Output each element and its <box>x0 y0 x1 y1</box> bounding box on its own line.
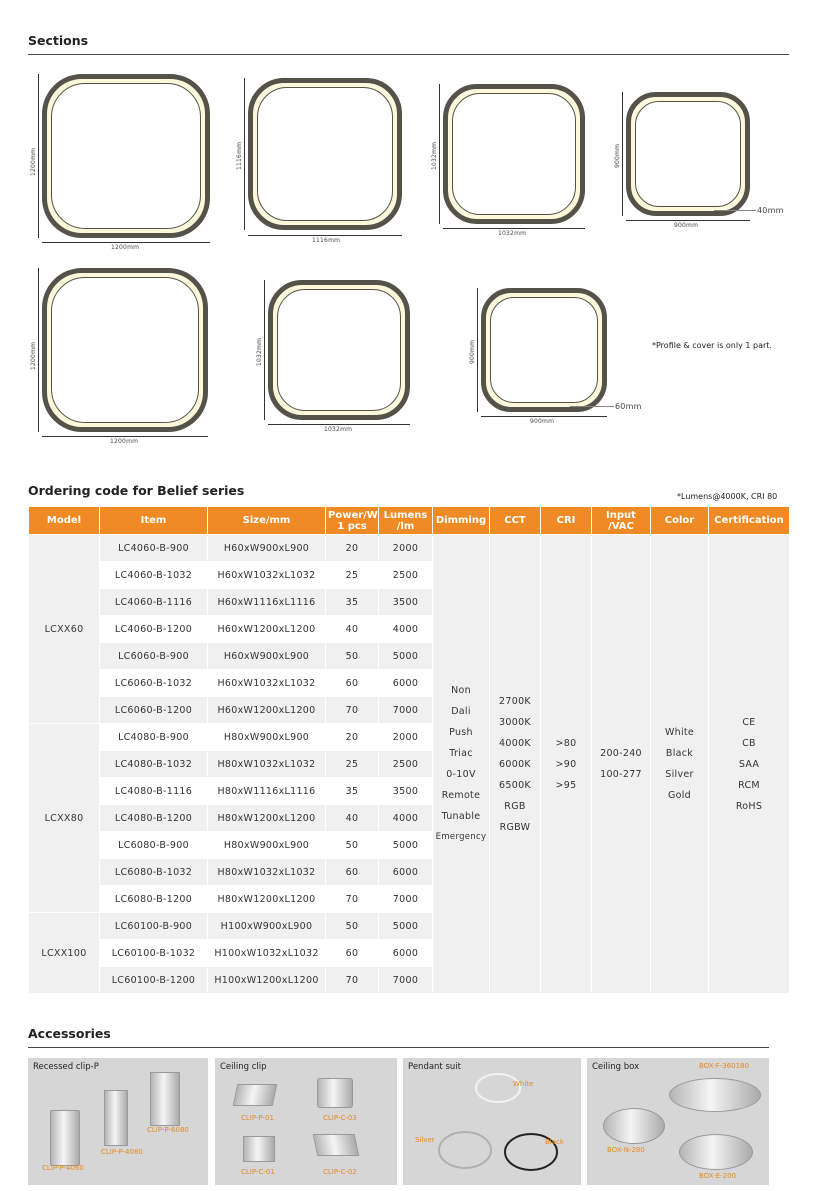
profile-width-label: 40mm <box>757 206 784 215</box>
cri-cell <box>541 535 592 994</box>
item-cell: LC6060-B-900 <box>100 643 208 670</box>
section-ring-1116 <box>248 78 402 230</box>
accessory-tag: Black <box>545 1138 564 1146</box>
accessory-label: Recessed clip-P <box>33 1062 99 1072</box>
header-size: Size/mm <box>208 507 326 535</box>
ring-width-label: 1200mm <box>110 438 139 445</box>
lumens-cell: 2000 <box>379 724 433 751</box>
item-cell: LC4080-B-1200 <box>100 805 208 832</box>
dimming-cell-value: Non <box>451 685 471 696</box>
cct-cell-value: 4000K <box>499 737 531 749</box>
item-cell: LC4060-B-900 <box>100 535 208 562</box>
certification-cell-value: RoHS <box>735 800 763 812</box>
cct-cell <box>490 535 541 994</box>
dimming-cell-value: 0-10V <box>446 769 476 780</box>
ring-height-label: 1116mm <box>236 141 243 170</box>
ordering-title: Ordering code for Belief series <box>28 483 245 498</box>
accessory-tag: CLIP-C-03 <box>323 1114 357 1122</box>
dimming-cell-value: Triac <box>449 748 473 759</box>
ordering-table <box>28 506 790 994</box>
lumens-cell: 3500 <box>379 589 433 616</box>
lumens-cell: 3500 <box>379 778 433 805</box>
size-cell: H100xW900xL900 <box>208 913 326 940</box>
dimming-cell-value: Tunable <box>441 811 481 822</box>
lumens-cell: 7000 <box>379 697 433 724</box>
header-certification: Certification <box>709 507 790 535</box>
lumens-cell: 5000 <box>379 832 433 859</box>
pendant-cables-illustration <box>403 1058 581 1185</box>
color-cell-value: White <box>664 727 695 738</box>
color-cell-value: Black <box>665 748 694 759</box>
table-header-row <box>29 507 790 535</box>
size-cell: H80xW1032xL1032 <box>208 859 326 886</box>
input-cell-value: 100-277 <box>600 769 642 780</box>
item-cell: LC60100-B-1032 <box>100 940 208 967</box>
accessory-pendant-suit <box>403 1058 581 1185</box>
header-color: Color <box>651 507 709 535</box>
accessory-recessed-clip <box>28 1058 208 1185</box>
accessory-tag: White <box>513 1080 534 1088</box>
size-cell: H80xW900xL900 <box>208 832 326 859</box>
section-ring-900 <box>481 288 607 412</box>
size-cell: H80xW1032xL1032 <box>208 751 326 778</box>
dimming-cell-value: Dali <box>451 706 471 717</box>
cri-cell-value: >90 <box>555 758 577 770</box>
color-cell-value: Gold <box>667 790 692 801</box>
size-cell: H60xW900xL900 <box>208 643 326 670</box>
ring-width-label: 900mm <box>530 418 555 425</box>
header-cri: CRI <box>541 507 592 535</box>
certification-cell <box>709 535 790 994</box>
section-ring-900 <box>626 92 750 216</box>
header-cct: CCT <box>490 507 541 535</box>
sections-divider <box>28 54 789 55</box>
item-cell: LC4060-B-1032 <box>100 562 208 589</box>
item-cell: LC6060-B-1032 <box>100 670 208 697</box>
header-item: Item <box>100 507 208 535</box>
ring-height-label: 1200mm <box>30 341 37 370</box>
size-cell: H60xW1200xL1200 <box>208 697 326 724</box>
lumens-cell: 4000 <box>379 805 433 832</box>
power-cell: 25 <box>326 751 379 778</box>
certification-cell-value: CB <box>742 737 756 749</box>
size-cell: H60xW1116xL1116 <box>208 589 326 616</box>
cct-cell-value: 6500K <box>499 779 531 791</box>
sections-title: Sections <box>28 33 89 48</box>
power-cell: 25 <box>326 562 379 589</box>
power-cell: 60 <box>326 859 379 886</box>
power-cell: 40 <box>326 616 379 643</box>
accessory-tag: CLIP-P-01 <box>241 1114 274 1122</box>
certification-cell-value: CE <box>742 716 756 728</box>
accessory-label: Pendant suit <box>408 1062 461 1072</box>
size-cell: H60xW1032xL1032 <box>208 562 326 589</box>
accessories-title: Accessories <box>28 1026 111 1041</box>
size-cell: H60xW1032xL1032 <box>208 670 326 697</box>
power-cell: 60 <box>326 670 379 697</box>
section-ring-1200 <box>42 268 208 432</box>
accessory-tag: BOX-E-200 <box>699 1172 737 1180</box>
cct-cell-value: 3000K <box>499 716 531 728</box>
power-cell: 70 <box>326 886 379 913</box>
size-cell: H80xW900xL900 <box>208 724 326 751</box>
section-ring-1032 <box>268 280 410 420</box>
accessory-tag: CLIP-P-4080 <box>101 1148 143 1156</box>
accessories-divider <box>28 1047 769 1048</box>
certification-cell-value: RCM <box>738 779 760 791</box>
power-cell: 20 <box>326 535 379 562</box>
lumens-cell: 7000 <box>379 886 433 913</box>
cct-cell-value: 2700K <box>499 695 531 707</box>
item-cell: LC6080-B-900 <box>100 832 208 859</box>
lumens-cell: 5000 <box>379 913 433 940</box>
accessory-tag: Silver <box>415 1136 435 1144</box>
lumens-footnote: *Lumens@4000K, CRI 80 <box>677 492 778 501</box>
input-cell-value: 200-240 <box>600 748 642 759</box>
size-cell: H80xW1200xL1200 <box>208 886 326 913</box>
item-cell: LC4060-B-1116 <box>100 589 208 616</box>
cri-cell-value: >80 <box>555 737 577 749</box>
item-cell: LC4080-B-900 <box>100 724 208 751</box>
power-cell: 20 <box>326 724 379 751</box>
power-cell: 70 <box>326 697 379 724</box>
cct-cell-value: 6000K <box>499 758 531 770</box>
accessory-tag: BOX-F-360180 <box>699 1062 749 1070</box>
accessory-tag: CLIP-C-01 <box>241 1168 275 1176</box>
lumens-cell: 6000 <box>379 670 433 697</box>
model-cell: LCXX100 <box>29 913 100 994</box>
header-power: Power/W 1 pcs <box>326 507 379 535</box>
ring-width-label: 1032mm <box>324 426 353 433</box>
accessory-label: Ceiling clip <box>220 1062 267 1072</box>
power-cell: 35 <box>326 589 379 616</box>
accessory-tag: CLIP-C-02 <box>323 1168 357 1176</box>
size-cell: H100xW1200xL1200 <box>208 967 326 994</box>
dimming-cell-value: Emergency <box>435 832 487 842</box>
accessory-label: Ceiling box <box>592 1062 640 1072</box>
accessory-tag: CLIP-P-6080 <box>147 1126 189 1134</box>
ring-height-label: 1032mm <box>256 337 263 366</box>
size-cell: H100xW1032xL1032 <box>208 940 326 967</box>
lumens-cell: 6000 <box>379 940 433 967</box>
profile-note: *Profile & cover is only 1 part. <box>652 341 772 350</box>
power-cell: 50 <box>326 643 379 670</box>
cct-cell-value: RGB <box>504 800 526 812</box>
cct-cell-value: RGBW <box>499 821 531 833</box>
section-ring-1032 <box>443 84 585 224</box>
dimming-cell-value: Remote <box>441 790 481 801</box>
item-cell: LC4080-B-1116 <box>100 778 208 805</box>
accessory-ceiling-clip <box>215 1058 397 1185</box>
model-cell: LCXX80 <box>29 724 100 913</box>
color-cell <box>651 535 709 994</box>
profile-width-label: 60mm <box>615 402 642 411</box>
power-cell: 50 <box>326 832 379 859</box>
lumens-cell: 2000 <box>379 535 433 562</box>
certification-cell-value: SAA <box>738 758 760 770</box>
ring-height-label: 900mm <box>614 143 621 168</box>
power-cell: 60 <box>326 940 379 967</box>
lumens-cell: 2500 <box>379 751 433 778</box>
size-cell: H80xW1200xL1200 <box>208 805 326 832</box>
item-cell: LC60100-B-900 <box>100 913 208 940</box>
size-cell: H60xW1200xL1200 <box>208 616 326 643</box>
ring-width-label: 900mm <box>674 222 699 229</box>
cri-cell-value: >95 <box>555 779 577 791</box>
accessory-ceiling-box <box>587 1058 769 1185</box>
accessory-tag: BOX-N-280 <box>607 1146 645 1154</box>
ring-height-label: 1200mm <box>30 147 37 176</box>
header-model: Model <box>29 507 100 535</box>
lumens-cell: 4000 <box>379 616 433 643</box>
ring-height-label: 900mm <box>469 339 476 364</box>
item-cell: LC6080-B-1032 <box>100 859 208 886</box>
power-cell: 70 <box>326 967 379 994</box>
header-dimming: Dimming <box>433 507 490 535</box>
lumens-cell: 2500 <box>379 562 433 589</box>
item-cell: LC6080-B-1200 <box>100 886 208 913</box>
input-cell <box>592 535 651 994</box>
ring-width-label: 1200mm <box>111 244 140 251</box>
dimming-cell <box>433 535 490 994</box>
lumens-cell: 5000 <box>379 643 433 670</box>
ring-width-label: 1032mm <box>498 230 527 237</box>
header-input: Input /VAC <box>592 507 651 535</box>
ring-height-label: 1032mm <box>431 141 438 170</box>
item-cell: LC4080-B-1032 <box>100 751 208 778</box>
color-cell-value: Silver <box>665 769 694 780</box>
item-cell: LC6060-B-1200 <box>100 697 208 724</box>
dimming-cell-value: Push <box>449 727 473 738</box>
size-cell: H60xW900xL900 <box>208 535 326 562</box>
table-row <box>29 535 790 562</box>
model-cell: LCXX60 <box>29 535 100 724</box>
section-ring-1200 <box>42 74 210 238</box>
lumens-cell: 7000 <box>379 967 433 994</box>
accessory-tag: CLIP-P-4060 <box>42 1164 84 1172</box>
item-cell: LC4060-B-1200 <box>100 616 208 643</box>
lumens-cell: 6000 <box>379 859 433 886</box>
header-lumens: Lumens /lm <box>379 507 433 535</box>
power-cell: 35 <box>326 778 379 805</box>
power-cell: 40 <box>326 805 379 832</box>
power-cell: 50 <box>326 913 379 940</box>
item-cell: LC60100-B-1200 <box>100 967 208 994</box>
ring-width-label: 1116mm <box>312 237 341 244</box>
size-cell: H80xW1116xL1116 <box>208 778 326 805</box>
